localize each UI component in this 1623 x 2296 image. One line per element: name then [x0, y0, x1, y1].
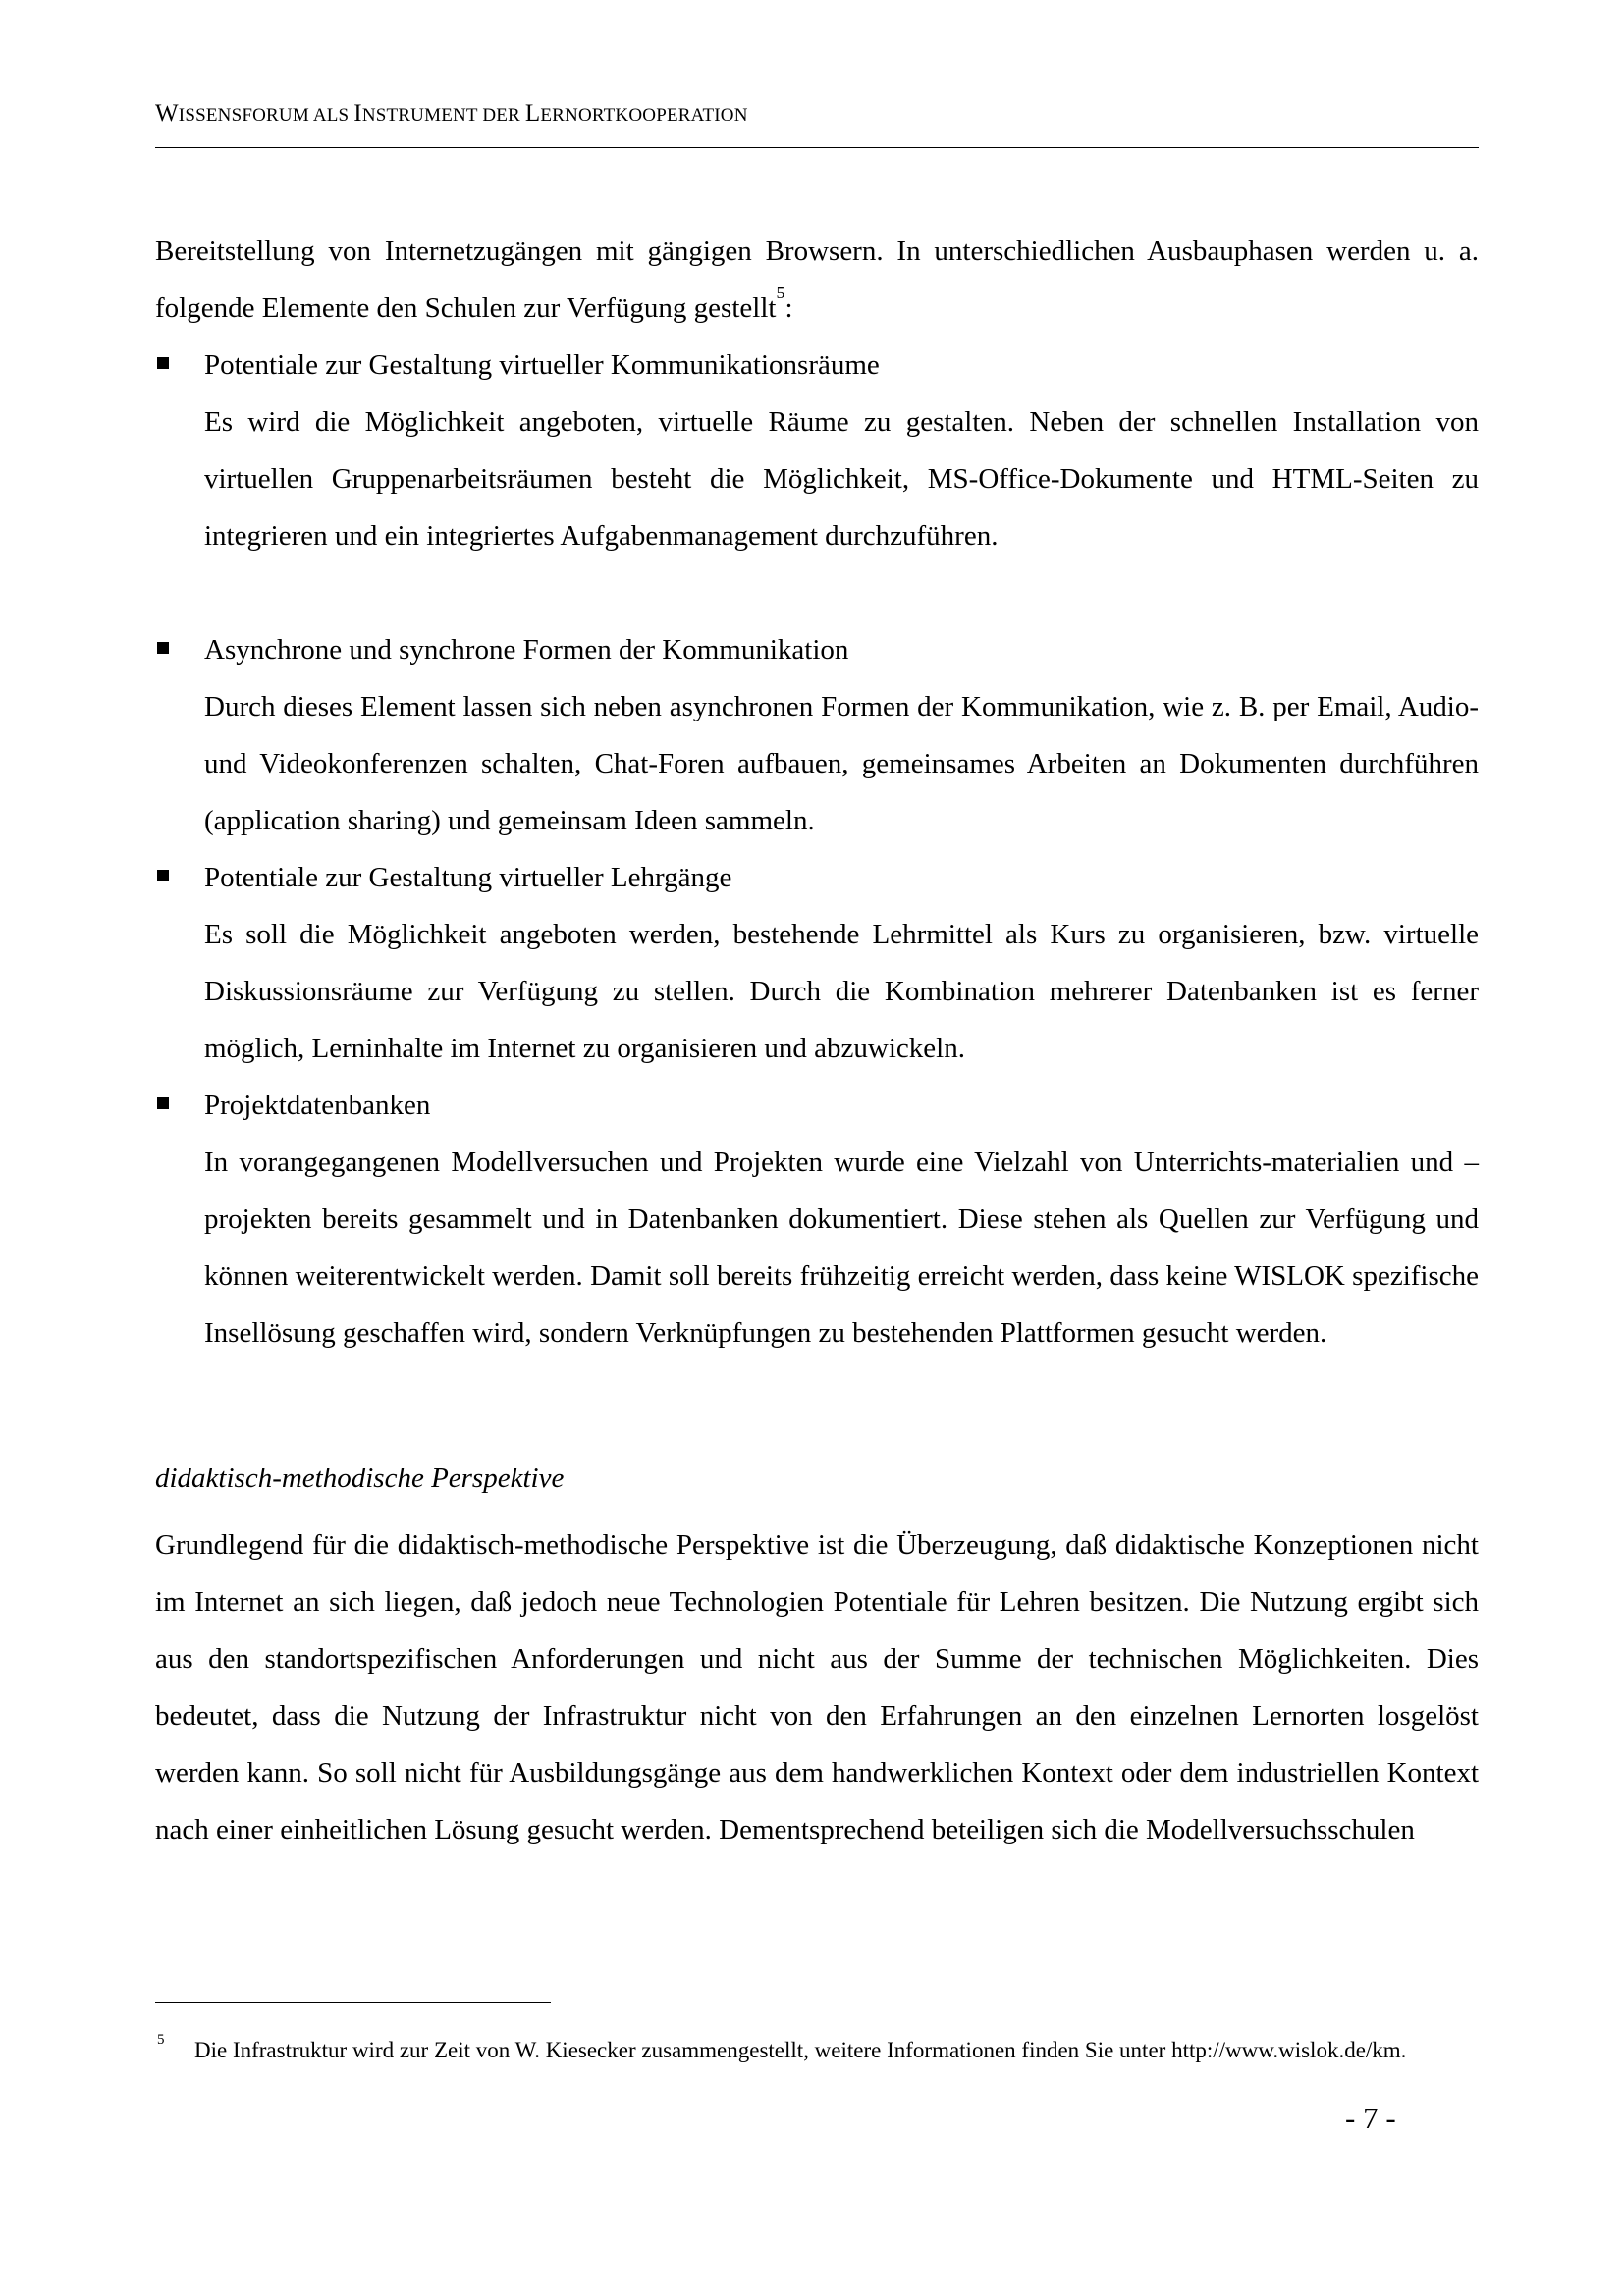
- footnote-number: 5: [157, 2032, 165, 2048]
- list-item-body: In vorangegangenen Modellversuchen und Projekten wurde eine Vielzahl von Unterrichts-materialien und –projekten bereits gesammelt und in Datenbanken dokumentiert. Diese stehen als Quellen zur Verfügung und können weiterentwickelt werden. Damit soll bereits frühzeitig erreicht werden, dass keine WISLOK spezifische Insellösung geschaffen wird, sondern Verknüpfungen zu bestehenden Plattformen gesucht werden.: [204, 1147, 1479, 1349]
- footnote-text: Die Infrastruktur wird zur Zeit von W. Kiesecker zusammengestellt, weitere Informationen finden Sie unter http://www.wislok.de/km.: [194, 2038, 1407, 2062]
- bullet-square-icon: [157, 870, 169, 881]
- intro-colon: :: [784, 293, 793, 324]
- list-item-title: Projektdatenbanken: [204, 1090, 431, 1121]
- bullet-square-icon: [157, 1097, 169, 1109]
- header-initial-3: L: [524, 100, 541, 127]
- section-heading: didaktisch-methodische Perspektive: [155, 1463, 565, 1494]
- header-rule: [155, 147, 1479, 148]
- header-rest-2: NSTRUMENT DER: [361, 105, 525, 126]
- header-initial-1: W: [155, 100, 179, 127]
- page-number: - 7 -: [1345, 2101, 1396, 2135]
- list-item-body: Es soll die Möglichkeit angeboten werden, bestehende Lehrmittel als Kurs zu organisieren, bzw. virtuelle Diskussionsräume zur Verfügung zu stellen. Durch die Kombination mehrerer Datenbanken ist es ferner möglich, Lerninhalte im Internet zu organisieren und abzuwickeln.: [204, 919, 1479, 1064]
- list-item-body: Durch dieses Element lassen sich neben asynchronen Formen der Kommunikation, wie z. B. per Email, Audio- und Videokonferenzen schalten, Chat-Foren aufbauen, gemeinsames Arbeiten an Dokumenten durchführen (application sharing) und gemeinsam Ideen sammeln.: [204, 691, 1479, 836]
- bullet-square-icon: [157, 357, 169, 369]
- footnote-rule: [155, 2002, 551, 2003]
- running-header: [155, 100, 748, 128]
- list-item-title: Asynchrone und synchrone Formen der Kommunikation: [204, 634, 849, 666]
- list-item-body: Es wird die Möglichkeit angeboten, virtuelle Räume zu gestalten. Neben der schnellen Installation von virtuellen Gruppenarbeitsräumen besteht die Möglichkeit, MS-Office-Dokumente und HTML-Seiten zu integrieren und ein integriertes Aufgabenmanagement durchzuführen.: [204, 406, 1479, 552]
- footnote-reference[interactable]: 5: [776, 283, 785, 302]
- list-item-title: Potentiale zur Gestaltung virtueller Lehrgänge: [204, 862, 732, 893]
- header-rest-3: ERNORTKOOPERATION: [540, 105, 748, 126]
- section-paragraph: Grundlegend für die didaktisch-methodische Perspektive ist die Überzeugung, daß didaktische Konzeptionen nicht im Internet an sich liegen, daß jedoch neue Technologien Potentiale für Lehren besitzen. Die Nutzung ergibt sich aus den standortspezifischen Anforderungen und nicht aus der Summe der technischen Möglichkeiten. Dies bedeutet, dass die Nutzung der Infrastruktur nicht von den Erfahrungen an den einzelnen Lernorten losgelöst werden kann. So soll nicht für Ausbildungsgänge aus dem handwerklichen Kontext oder dem industriellen Kontext nach einer einheitlichen Lösung gesucht werden. Dementsprechend beteiligen sich die Modellversuchsschulen: [155, 1529, 1479, 1845]
- header-initial-2: I: [353, 100, 362, 127]
- bullet-square-icon: [157, 642, 169, 654]
- header-rest-1: ISSENSFORUM ALS: [178, 105, 354, 126]
- intro-paragraph: [155, 223, 1479, 337]
- list-item-title: Potentiale zur Gestaltung virtueller Kommunikationsräume: [204, 349, 880, 381]
- intro-text: Bereitstellung von Internetzugängen mit gängigen Browsern. In unterschiedlichen Ausbauphasen werden u. a. folgende Elemente den Schulen zur Verfügung gestellt: [155, 236, 1479, 324]
